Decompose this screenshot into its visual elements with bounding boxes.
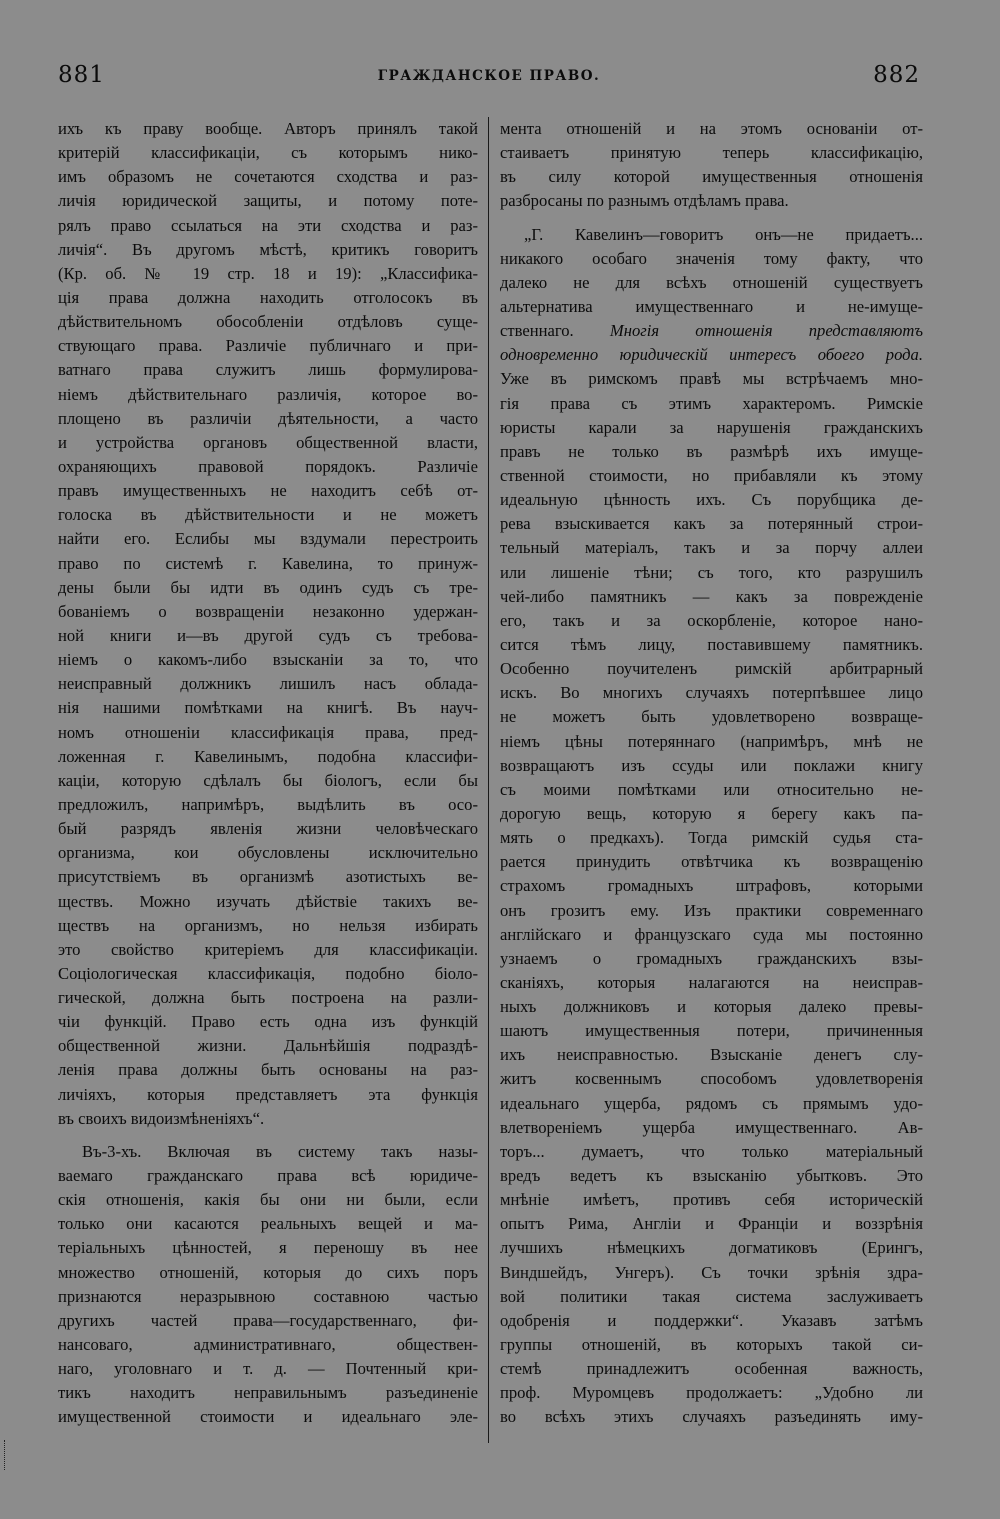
text-line: право по системѣ г. Кавелина, то принуж- bbox=[58, 553, 478, 573]
text-line: ватнаго права служитъ лишь формулирова- bbox=[58, 360, 478, 380]
text-line: гія права съ этимъ характеромъ. Римскіе bbox=[500, 393, 923, 413]
text-line: ніемъ о какомъ-либо взысканіи за то, что bbox=[58, 650, 478, 670]
text-line: критерій классификаціи, съ которымъ нико- bbox=[58, 143, 478, 163]
page-header bbox=[58, 62, 920, 92]
text-line: неисправный должникъ лишилъ насъ облада- bbox=[58, 674, 478, 694]
right-paragraph-1 bbox=[500, 117, 923, 214]
text-line: предложилъ, напримѣръ, выдѣлить въ осо- bbox=[58, 794, 478, 814]
text-line: одновременно юридическій интересъ обоего рода. bbox=[500, 345, 923, 365]
text-line: дѣйствительномъ обособленіи отдѣловъ суще- bbox=[58, 312, 478, 332]
text-line: тельный матеріалъ, такъ и за порчу аллеи bbox=[500, 538, 923, 558]
running-head: ГРАЖДАНСКОЕ ПРАВО. bbox=[377, 68, 601, 84]
right-paragraph-2 bbox=[500, 223, 923, 1430]
text-line: площено въ различіи дѣятельности, а часто bbox=[58, 408, 478, 428]
text-line: во всѣхъ этихъ случаяхъ разъединять иму- bbox=[500, 1407, 923, 1427]
left-column bbox=[58, 117, 478, 1430]
text-line: бованіемъ о возвращеніи незаконно удержан- bbox=[58, 601, 478, 621]
text-line: личія юридической защиты, и потому поте- bbox=[58, 191, 478, 211]
text-line: узнаемъ о громадныхъ гражданскихъ взы- bbox=[500, 948, 923, 968]
text-line: сканіяхъ, которыя налагаются на неисправ- bbox=[500, 972, 923, 992]
text-line: личія“. Въ другомъ мѣстѣ, критикъ говоритъ bbox=[58, 239, 478, 259]
text-line: „Г. Кавелинъ—говоритъ онъ—не придаетъ... bbox=[524, 224, 923, 244]
text-line: общественной жизни. Дальнѣйшія подраздѣ- bbox=[58, 1036, 478, 1056]
left-paragraph-1 bbox=[58, 117, 478, 1131]
text-line: охраняющихъ правовой порядокъ. Различіе bbox=[58, 456, 478, 476]
text-line: нія нашими помѣтками на книгѣ. Въ науч- bbox=[58, 698, 478, 718]
text-line: въ своихъ видоизмѣненіяхъ“. bbox=[58, 1108, 265, 1128]
text-line: ихъ неисправностью. Взысканіе денегъ слу- bbox=[500, 1045, 923, 1065]
text-line: ществъ. Можно изучать дѣйствіе такихъ ве- bbox=[58, 891, 478, 911]
text-line: имущественной стоимости и идеальнаго эле- bbox=[58, 1407, 478, 1427]
text-line: нансоваго, административнаго, обществен- bbox=[58, 1335, 478, 1355]
text-line: стаиваетъ принятую теперь классификацію, bbox=[500, 143, 923, 163]
text-line: проф. Муромцевъ продолжаетъ: „Удобно ли bbox=[500, 1383, 923, 1403]
text-line: номъ отношеніи классификація права, пред- bbox=[58, 722, 478, 742]
text-line: не можетъ быть удовлетворено возвраще- bbox=[500, 707, 923, 727]
text-line: ствующаго права. Различіе публичнаго и при- bbox=[58, 336, 478, 356]
text-line: наго, уголовнаго и т. д. — Почтенный кри- bbox=[58, 1359, 478, 1379]
margin-mark bbox=[4, 1440, 7, 1470]
text-line: возвращаютъ изъ ссуды или поклажи книгу bbox=[500, 755, 923, 775]
text-line: ложенная г. Кавелинымъ, подобна классифи- bbox=[58, 746, 478, 766]
paragraph-gap bbox=[500, 214, 923, 223]
page-number-left: 881 bbox=[58, 62, 105, 88]
text-line: искъ. Во многихъ случаяхъ потерпѣвшее лицо bbox=[500, 683, 923, 703]
column-divider bbox=[488, 117, 489, 1443]
text-line: страхомъ громадныхъ штрафовъ, которыми bbox=[500, 876, 923, 896]
text-line: онъ грозитъ ему. Изъ практики современнаго bbox=[500, 900, 923, 920]
text-line: мента отношеній и на этомъ основаніи от- bbox=[500, 119, 923, 138]
text-line: идеальную цѣнность ихъ. Съ порубщика де- bbox=[500, 490, 923, 510]
text-line: Особенно поучителенъ римскій арбитрарный bbox=[500, 659, 923, 679]
text-line: Въ-3-хъ. Включая въ систему такъ назы- bbox=[82, 1141, 478, 1161]
paragraph-gap bbox=[58, 1131, 478, 1140]
text-line: или лишеніе тѣни; съ того, кто разрушилъ bbox=[500, 562, 923, 582]
text-line: шаютъ имущественныя потери, причиненныя bbox=[500, 1021, 923, 1041]
text-line: Уже въ римскомъ правѣ мы встрѣчаемъ мно- bbox=[500, 369, 923, 389]
text-line: ихъ къ праву вообще. Авторъ принялъ такой bbox=[58, 119, 478, 138]
text-line: ной книги и—въ другой судъ съ требова- bbox=[58, 625, 478, 645]
text-line: идеальнаго ущерба, рядомъ съ прямымъ удо- bbox=[500, 1093, 923, 1113]
text-line: вой политики такая система заслуживаетъ bbox=[500, 1286, 923, 1306]
text-line: сится тѣмъ лицу, поставившему памятникъ. bbox=[500, 634, 923, 654]
text-line: группы отношеній, въ которыхъ такой си- bbox=[500, 1335, 923, 1355]
text-line: гической, должна быть построена на разли- bbox=[58, 988, 478, 1008]
text-line: въ силу которой имущественныя отношенія bbox=[500, 167, 923, 187]
text-line: юристы карали за нарушенія гражданскихъ bbox=[500, 417, 923, 437]
text-line: ществъ на организмъ, но нельзя избирать bbox=[58, 915, 478, 935]
text-line: только они касаются реальныхъ вещей и ма- bbox=[58, 1214, 478, 1234]
text-line: Виндшейдъ, Унгеръ). Съ точки зрѣнія здра- bbox=[500, 1262, 923, 1282]
text-line: ніемъ дѣйствительнаго различія, которое во- bbox=[58, 384, 478, 404]
right-column bbox=[500, 117, 923, 1430]
text-line: ніемъ цѣны потеряннаго (напримѣръ, мнѣ не bbox=[500, 731, 923, 751]
text-line: вредъ ведетъ къ взысканію убытковъ. Это bbox=[500, 1166, 923, 1186]
text-line: мять о предкахъ). Тогда римскій судья ста- bbox=[500, 828, 923, 848]
text-line: каціи, которую сдѣлалъ бы біологъ, если бы bbox=[58, 770, 478, 790]
text-line: чей-либо памятникъ — какъ за поврежденіе bbox=[500, 586, 923, 606]
text-line: ція права должна находить отголосокъ въ bbox=[58, 287, 478, 307]
text-line: рялъ право ссылаться на эти сходства и раз- bbox=[58, 215, 478, 235]
text-line: ваемаго гражданскаго права всѣ юридиче- bbox=[58, 1166, 478, 1186]
text-line: имъ образомъ не сочетаются сходства и раз- bbox=[58, 167, 478, 187]
text-line: стемѣ принадлежитъ особенная важность, bbox=[500, 1359, 923, 1379]
text-line: далеко не для всѣхъ отношеній существуетъ bbox=[500, 272, 923, 292]
text-line: найти его. Еслибы мы вздумали перестроить bbox=[58, 529, 478, 549]
text-line: никакого особаго значенія тому факту, что bbox=[500, 248, 923, 268]
text-line: рева взыскивается какъ за потерянный строи- bbox=[500, 514, 923, 534]
text-line: рается принудить отвѣтчика къ возвращенію bbox=[500, 852, 923, 872]
text-line: голоска въ дѣйствительности и не можетъ bbox=[58, 505, 478, 525]
text-line: разбросаны по разнымъ отдѣламъ права. bbox=[500, 191, 789, 211]
text-line: ственнаго. Многія отношенія представляютъ bbox=[500, 321, 923, 341]
text-line: скія отношенія, какія бы они ни были, если bbox=[58, 1190, 478, 1210]
text-line: одобренія и поддержки“. Указавъ затѣмъ bbox=[500, 1310, 923, 1330]
text-line: ленія права должны быть основаны на раз- bbox=[58, 1060, 478, 1080]
left-paragraph-2 bbox=[58, 1140, 478, 1430]
text-line: теріальныхъ цѣнностей, я переношу въ нее bbox=[58, 1238, 478, 1258]
text-line: личіяхъ, которыя представляетъ эта функція bbox=[58, 1084, 478, 1104]
text-line: житъ косвеннымъ способомъ удовлетворенія bbox=[500, 1069, 923, 1089]
text-line: чіи функцій. Право есть одна изъ функцій bbox=[58, 1012, 478, 1032]
text-line: правъ имущественныхъ не находитъ себѣ от- bbox=[58, 481, 478, 501]
page-number-right: 882 bbox=[873, 62, 920, 88]
text-line: и устройства органовъ общественной власти, bbox=[58, 432, 478, 452]
text-line: влетвореніемъ ущерба имущественнаго. Ав- bbox=[500, 1117, 923, 1137]
text-line: ныхъ должниковъ и которыя далеко превы- bbox=[500, 997, 923, 1017]
text-line: Соціологическая классификація, подобно біоло- bbox=[58, 963, 478, 983]
text-line: дорогую вещь, которую я берегу какъ па- bbox=[500, 803, 923, 823]
text-line: торъ... думаетъ, что только матеріальный bbox=[500, 1141, 923, 1161]
text-line: бый разрядъ явленія жизни человѣческаго bbox=[58, 819, 478, 839]
text-line: опытъ Рима, Англіи и Франціи и воззрѣнія bbox=[500, 1214, 923, 1234]
text-line: признаются неразрывною составною частью bbox=[58, 1286, 478, 1306]
text-line: англійскаго и французскаго суда мы постоянно bbox=[500, 924, 923, 944]
text-line: другихъ частей права—государственнаго, фи- bbox=[58, 1310, 478, 1330]
text-line: лучшихъ нѣмецкихъ догматиковъ (Ерингъ, bbox=[500, 1238, 923, 1258]
text-line: мнѣніе имѣетъ, противъ себя историческій bbox=[500, 1190, 923, 1210]
text-line: съ моими помѣтками или относительно не- bbox=[500, 779, 923, 799]
text-line: тикъ находитъ неправильнымъ разъединеніе bbox=[58, 1383, 478, 1403]
text-line: (Кр. об. № 19 стр. 18 и 19): „Классифика- bbox=[58, 263, 478, 283]
text-line: дены были бы идти въ одинъ судъ съ тре- bbox=[58, 577, 478, 597]
text-line: правъ не только въ размѣрѣ ихъ имуще- bbox=[500, 441, 923, 461]
text-line: ственной стоимости, но прибавляли къ этому bbox=[500, 465, 923, 485]
text-line: множество отношеній, которыя до сихъ поръ bbox=[58, 1262, 478, 1282]
text-line: его, такъ и за оскорбленіе, которое нано- bbox=[500, 610, 923, 630]
text-line: это свойство критеріемъ для классификаціи. bbox=[58, 939, 478, 959]
text-line: присутствіемъ въ организмѣ азотистыхъ ве- bbox=[58, 867, 478, 887]
text-line: организма, кои обусловлены исключительно bbox=[58, 843, 478, 863]
text-line: альтернатива имущественнаго и не-имуще- bbox=[500, 296, 923, 316]
